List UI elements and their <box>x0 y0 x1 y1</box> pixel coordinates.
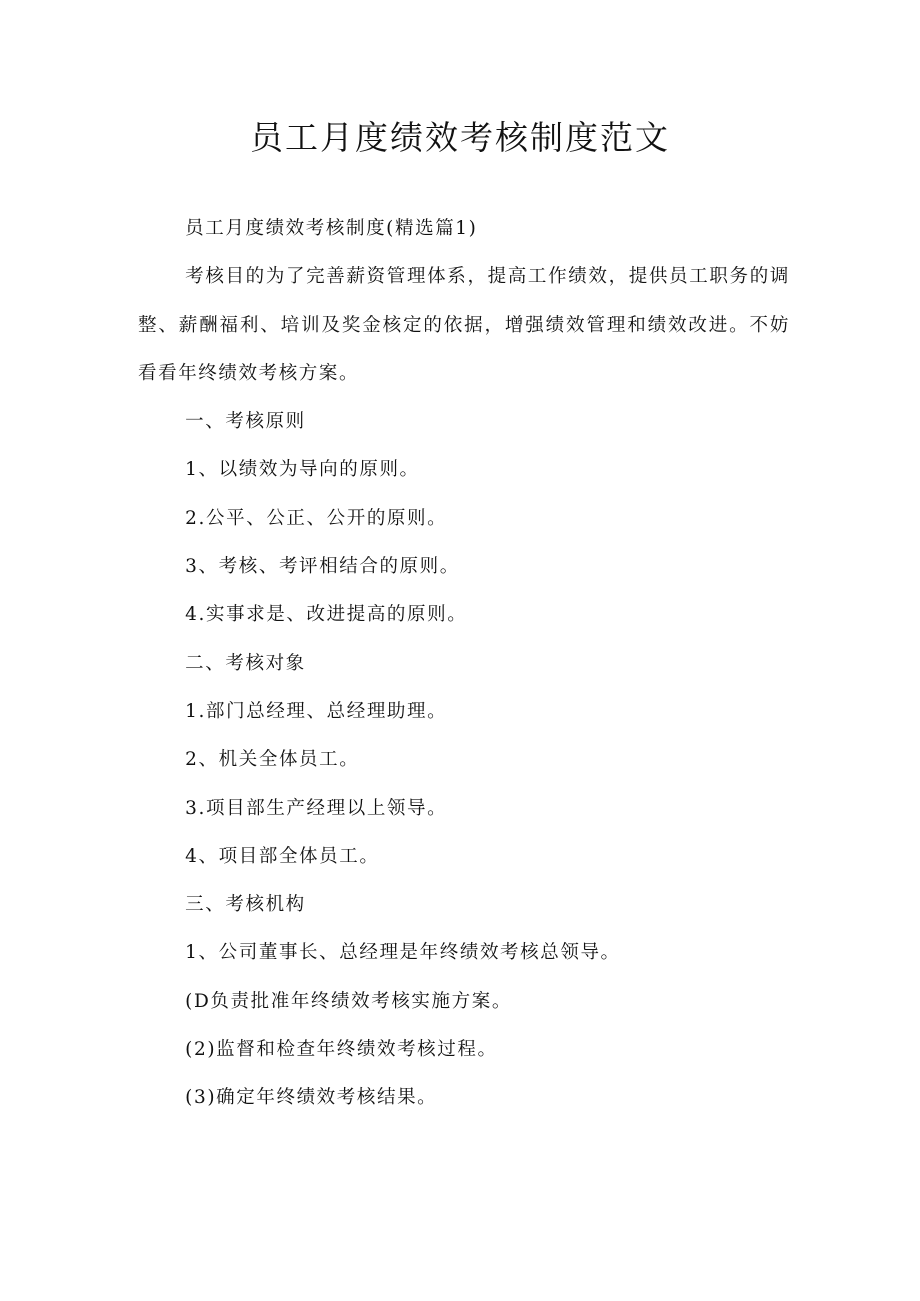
organization-subitem-3: (3)确定年终绩效考核结果。 <box>185 1087 438 1109</box>
document-body <box>138 205 790 1123</box>
document-title: 员工月度绩效考核制度范文 <box>250 118 670 157</box>
target-item-2: 2、机关全体员工。 <box>185 749 360 771</box>
target-item-1: 1.部门总经理、总经理助理。 <box>185 700 448 722</box>
heading-targets: 二、考核对象 <box>185 652 306 674</box>
heading-principles: 一、考核原则 <box>185 411 306 433</box>
principle-item-2: 2.公平、公正、公开的原则。 <box>185 507 448 529</box>
target-item-4: 4、项目部全体员工。 <box>185 845 380 867</box>
principle-item-3: 3、考核、考评相结合的原则。 <box>185 556 460 578</box>
heading-organization: 三、考核机构 <box>185 894 306 916</box>
target-item-3: 3.项目部生产经理以上领导。 <box>185 797 448 819</box>
organization-subitem-2: (2)监督和检查年终绩效考核过程。 <box>185 1039 498 1061</box>
organization-subitem-1: (D负责批准年终绩效考核实施方案。 <box>185 990 512 1012</box>
section-subtitle: 员工月度绩效考核制度(精选篇1) <box>185 218 478 239</box>
principle-item-4: 4.实事求是、改进提高的原则。 <box>185 604 468 626</box>
organization-item-1: 1、公司董事长、总经理是年终绩效考核总领导。 <box>185 942 621 964</box>
principle-item-1: 1、以绩效为导向的原则。 <box>185 459 420 481</box>
purpose-paragraph: 考核目的为了完善薪资管理体系，提高工作绩效，提供员工职务的调整、薪酬福利、培训及奖金核定的依据，增强绩效管理和绩效改进。不妨看看年终绩效考核方案。 <box>138 266 790 384</box>
